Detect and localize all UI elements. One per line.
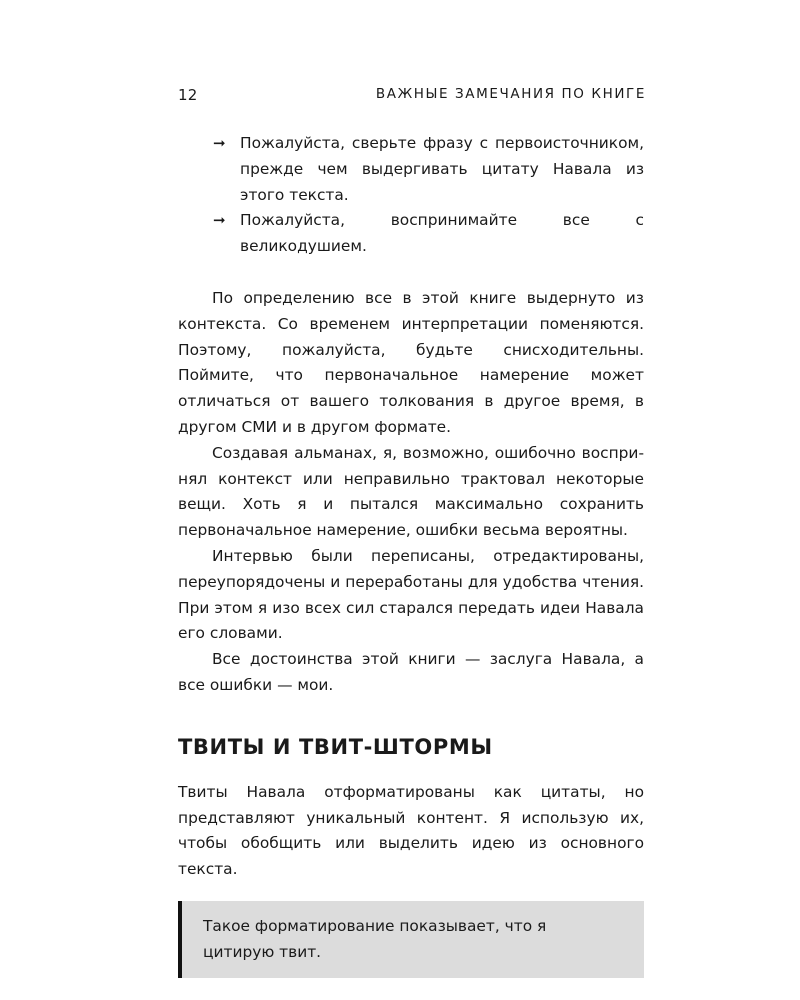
- page-number: 12: [178, 86, 198, 104]
- section-intro: Твиты Навала отформатированы как цитаты, но представляют уникальный контент. Я использую их, чтобы обобщить или выделить идею из основного текста.: [178, 782, 644, 879]
- bullet-text: Пожалуйста, сверьте фразу с первоисточником, прежде чем выдергивать цитату Навала из этого текста.: [240, 134, 644, 204]
- paragraph: По определению все в этой книге выдернуто из контекста. Со временем интерпретации поменяются. Поэтому, пожалуйста, будьте снисходительны. Поймите, что первоначальное намерение может отличаться от вашего толкования в другое время, в другом СМИ и в другом формате.: [178, 288, 644, 436]
- paragraph: Все достоинства этой книги — заслуга Навала, а все ошибки — мои.: [178, 650, 644, 694]
- paragraph: Создавая альманах, я, возможно, ошибочно воспринял контекст или неправильно трактовал некоторые вещи. Хоть я и пытался максимально сохранить первоначальное намерение, ошибки весьма вероятны.: [178, 443, 644, 540]
- bullet-list: [178, 131, 644, 260]
- page-content: [178, 131, 644, 978]
- section-heading: ТВИТЫ И ТВИТ-ШТОРМЫ: [178, 734, 493, 759]
- arrow-right-icon: ➞: [213, 134, 226, 152]
- bullet-text: Пожалуйста, воспринимайте все с великодушием.: [240, 211, 644, 256]
- body-text: [178, 286, 644, 699]
- bullet-item: [213, 131, 644, 208]
- paragraph: Интервью были переписаны, отредактированы, переупорядочены и переработаны для удобства чтения. При этом я изо всех сил старался передать идеи Навала его словами.: [178, 546, 644, 643]
- tweet-quote-text: Такое форматирование показывает, что я цитирую твит.: [203, 916, 547, 961]
- tweet-quote-box: [178, 901, 644, 978]
- bullet-item: [213, 208, 644, 260]
- arrow-right-icon: ➞: [213, 211, 226, 230]
- page-header: [178, 86, 646, 108]
- running-title: ВАЖНЫЕ ЗАМЕЧАНИЯ ПО КНИГЕ: [375, 86, 646, 102]
